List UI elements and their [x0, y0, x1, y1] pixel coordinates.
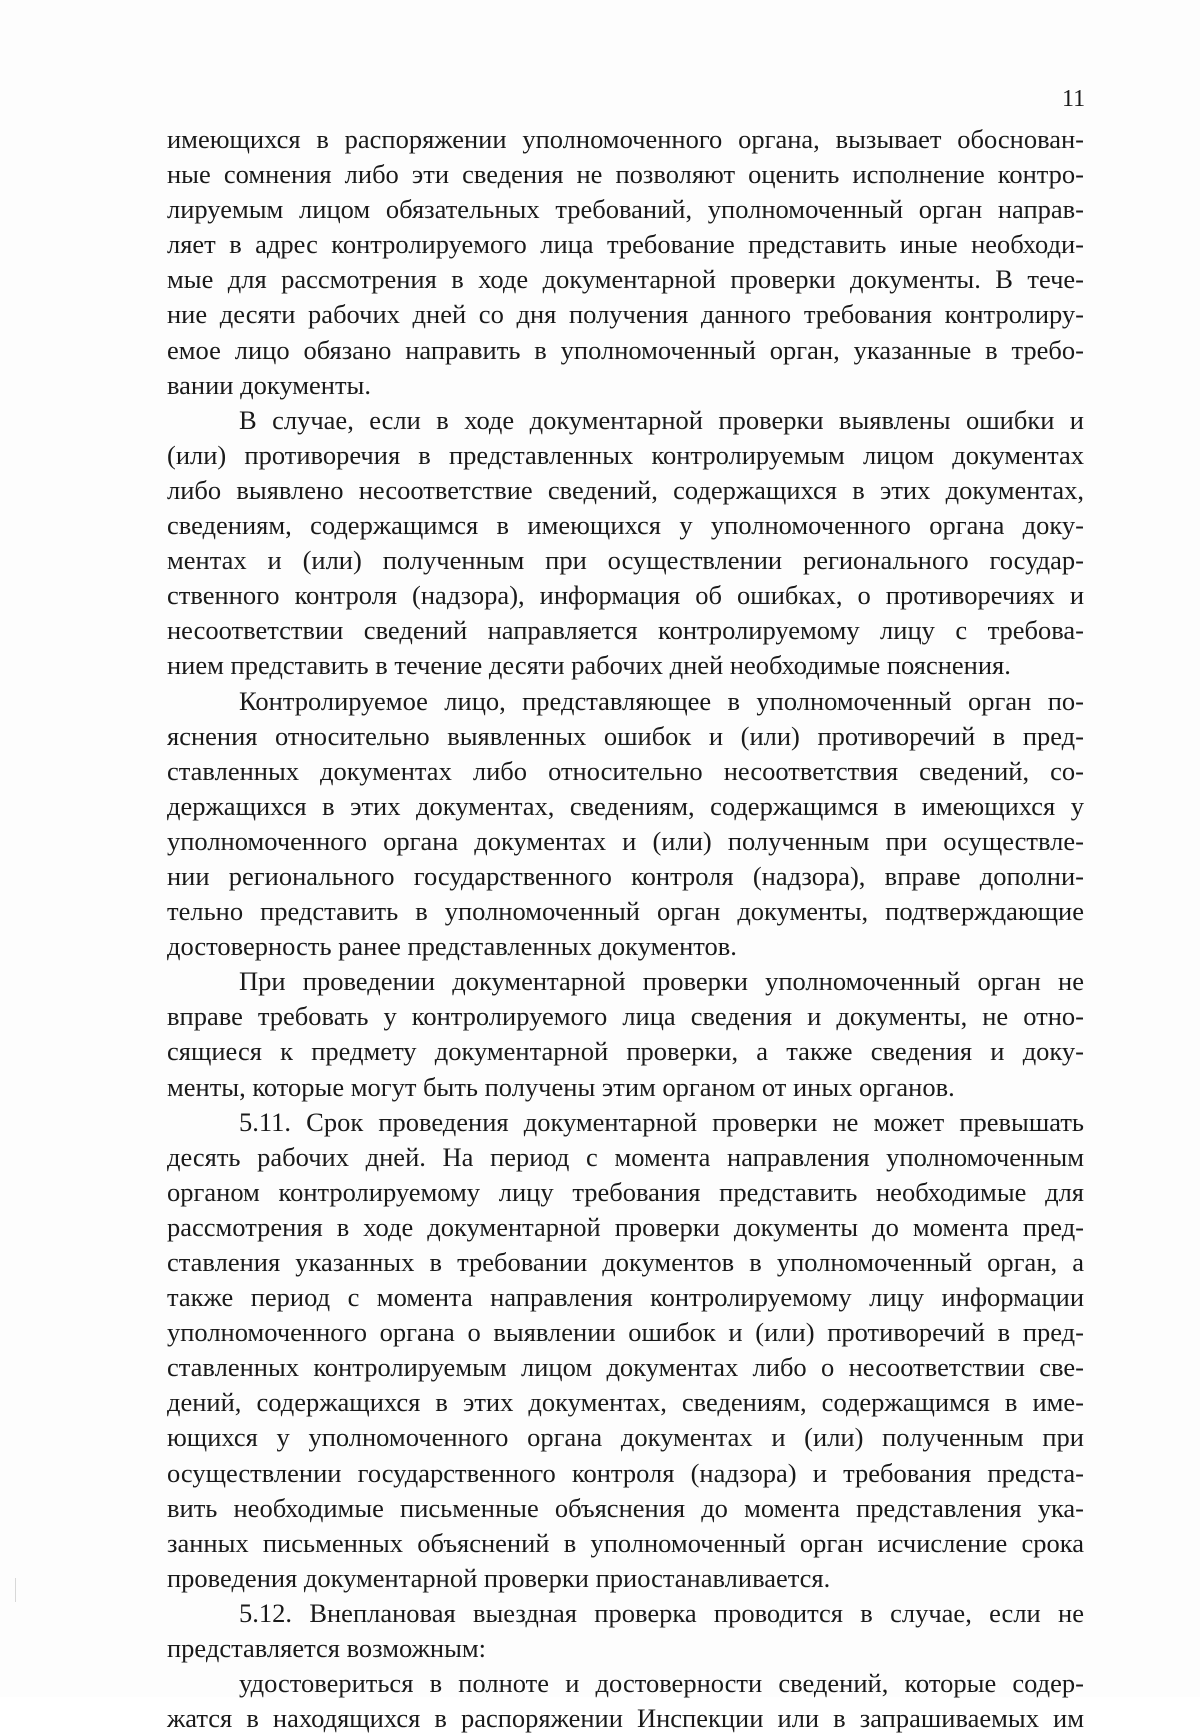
text-line: менты, которые могут быть получены этим органом от иных органов. [167, 1071, 955, 1102]
text-line: Контролируемое лицо, представляющее в уполномоченный орган по- [239, 685, 1084, 716]
text-line: ставленных документах либо относительно несоответствия сведений, со- [167, 755, 1084, 786]
text-line: органом контролируемому лицу требования представить необходимые для [167, 1176, 1084, 1207]
text-line: держащихся в этих документах, сведениям, содержащимся в имеющихся у [167, 790, 1084, 821]
text-line: проведения документарной проверки приостанавливается. [167, 1562, 831, 1593]
text-line: нии регионального государственного контроля (надзора), вправе дополни- [167, 860, 1084, 891]
text-line: уполномоченного органа о выявлении ошибок и (или) противоречий в пред- [167, 1317, 1084, 1348]
text-line: емое лицо обязано направить в уполномоченный орган, указанные в требо- [167, 334, 1084, 365]
text-line: занных письменных объяснений в уполномоченный орган исчисление срока [167, 1527, 1084, 1558]
text-line: сящиеся к предмету документарной проверки, а также сведения и доку- [167, 1036, 1084, 1067]
text-line: осуществлении государственного контроля (надзора) и требования предста- [167, 1457, 1084, 1488]
text-line: яснения относительно выявленных ошибок и (или) противоречий в пред- [167, 720, 1084, 751]
text-line: 5.11. Срок проведения документарной проверки не может превышать [239, 1106, 1084, 1137]
text-line: также период с момента направления контролируемому лицу информации [167, 1282, 1084, 1313]
text-line: При проведении документарной проверки уполномоченный орган не [239, 966, 1084, 997]
page-number: 11 [1062, 86, 1086, 112]
text-line: несоответствии сведений направляется контролируемому лицу с требова- [167, 615, 1084, 646]
text-line: ющихся у уполномоченного органа документах и (или) полученным при [167, 1422, 1084, 1453]
text-line: достоверность ранее представленных документов. [167, 931, 737, 962]
scan-artifact-line [15, 1578, 16, 1602]
text-line: ственного контроля (надзора), информация об ошибках, о противоречиях и [167, 580, 1084, 611]
text-line: удостовериться в полноте и достоверности сведений, которые содер- [239, 1668, 1084, 1699]
text-line: рассмотрения в ходе документарной проверки документы до момента пред- [167, 1211, 1084, 1242]
text-line: ляет в адрес контролируемого лица требование представить иные необходи- [167, 229, 1084, 260]
text-line: вить необходимые письменные объяснения до момента представления ука- [167, 1492, 1084, 1523]
text-line: ставления указанных в требовании документов в уполномоченный орган, а [167, 1247, 1084, 1277]
text-line: тельно представить в уполномоченный орган документы, подтверждающие [167, 896, 1084, 927]
text-line: В случае, если в ходе документарной проверки выявлены ошибки и [239, 404, 1084, 435]
text-line: (или) противоречия в представленных контролируемым лицом документах [167, 439, 1084, 470]
text-line: сведениям, содержащимся в имеющихся у уполномоченного органа доку- [167, 510, 1084, 541]
text-line: ние десяти рабочих дней со дня получения данного требования контролиру- [167, 299, 1084, 330]
text-line: ставленных контролируемым лицом документах либо о несоответствии све- [167, 1352, 1084, 1383]
text-line: дений, содержащихся в этих документах, сведениям, содержащимся в име- [167, 1387, 1084, 1418]
text-line: лируемым лицом обязательных требований, уполномоченный орган направ- [167, 194, 1084, 225]
text-line: ментах и (или) полученным при осуществлении регионального государ- [167, 545, 1084, 576]
text-line: вправе требовать у контролируемого лица сведения и документы, не отно- [167, 1001, 1084, 1032]
text-line: представляется возможным: [167, 1633, 487, 1664]
text-line: 5.12. Внеплановая выездная проверка проводится в случае, если не [239, 1597, 1084, 1628]
body-text [167, 122, 1084, 1736]
text-line: уполномоченного органа документах и (или) полученным при осуществле- [167, 825, 1084, 856]
text-line: либо выявлено несоответствие сведений, содержащихся в этих документах, [167, 474, 1084, 505]
text-line: имеющихся в распоряжении уполномоченного органа, вызывает обоснован- [167, 124, 1084, 154]
text-line: вании документы. [167, 369, 371, 400]
text-line: ные сомнения либо эти сведения не позволяют оценить исполнение контро- [167, 159, 1084, 190]
text-line: нием представить в течение десяти рабочих дней необходимые пояснения. [167, 650, 1011, 681]
text-line: жатся в находящихся в распоряжении Инспекции или в запрашиваемых им [167, 1703, 1084, 1734]
text-line: мые для рассмотрения в ходе документарной проверки документы. В тече- [167, 264, 1084, 295]
text-line: десять рабочих дней. На период с момента направления уполномоченным [167, 1141, 1084, 1172]
